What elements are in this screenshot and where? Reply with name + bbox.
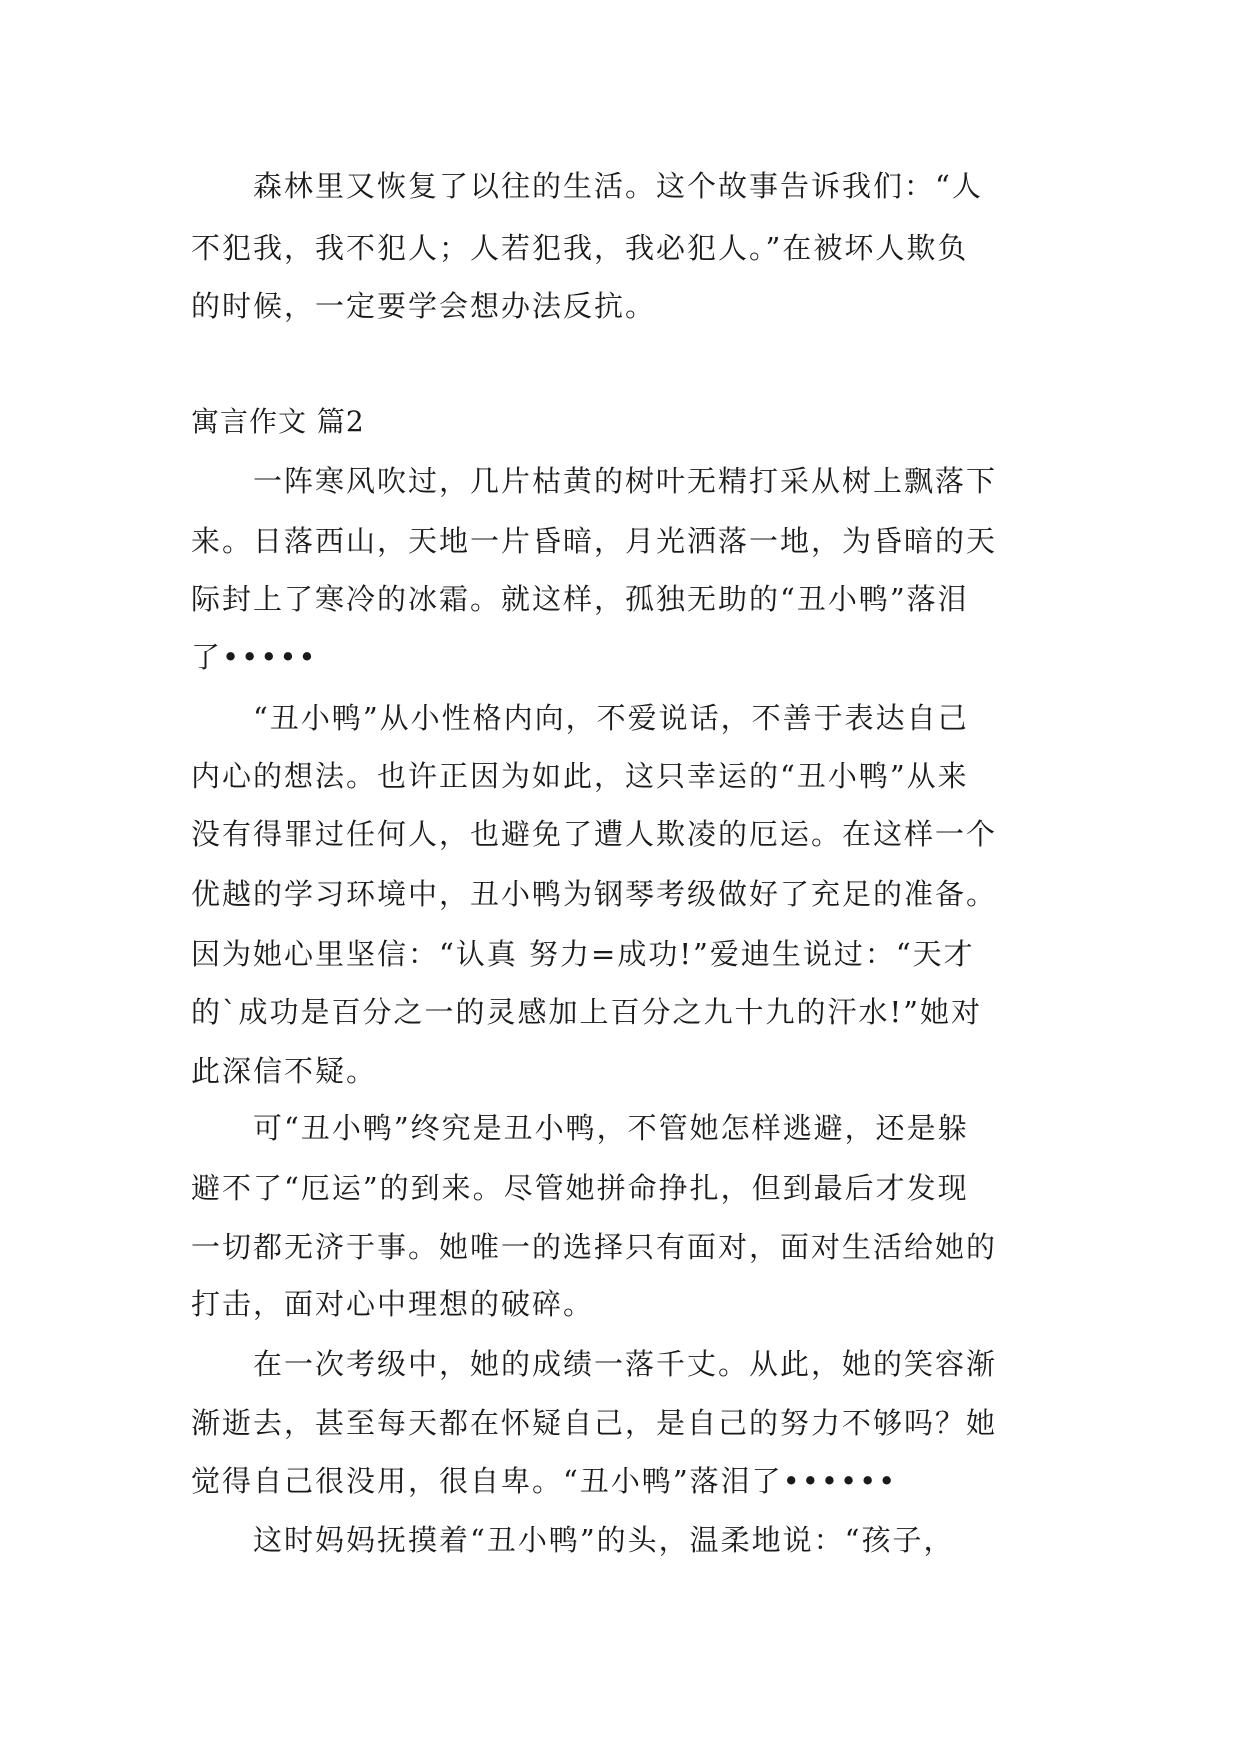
text-line: 际封上了寒冷的冰霜。就这样，孤独无助的“丑小鸭”落泪 — [191, 582, 969, 616]
text-line: 在一次考级中，她的成绩一落千丈。从此，她的笑容渐 — [191, 1347, 998, 1381]
section-heading: 寓言作文 篇2 — [191, 405, 365, 438]
text-line: 内心的想法。也许正因为如此，这只幸运的“丑小鸭”从来 — [191, 759, 969, 793]
text-line: 森林里又恢复了以往的生活。这个故事告诉我们：“人 — [191, 169, 983, 203]
text-line: 没有得罪过任何人，也避免了遭人欺凌的厄运。在这样一个 — [191, 817, 998, 851]
text-line: 觉得自己很没用，很自卑。“丑小鸭”落泪了•••••• — [191, 1464, 898, 1498]
text-line: 打击，面对心中理想的破碎。 — [191, 1287, 595, 1321]
text-line: 此深信不疑。 — [191, 1054, 378, 1088]
text-line: 的时候，一定要学会想办法反抗。 — [191, 289, 657, 323]
text-line: 这时妈妈抚摸着“丑小鸭”的头，温柔地说：“孩子， — [191, 1523, 955, 1557]
text-line: 一阵寒风吹过，几片枯黄的树叶无精打采从树上飘落下 — [191, 464, 998, 498]
text-line: 优越的学习环境中，丑小鸭为钢琴考级做好了充足的准备。 — [191, 877, 998, 911]
text-line: 渐逝去，甚至每天都在怀疑自己，是自己的努力不够吗？她 — [191, 1406, 998, 1440]
text-line: 不犯我，我不犯人；人若犯我，我必犯人。”在被坏人欺负 — [191, 231, 969, 265]
text-line: 了••••• — [191, 640, 318, 674]
text-line: 一切都无济于事。她唯一的选择只有面对，面对生活给她的 — [191, 1230, 998, 1264]
text-line: 因为她心里坚信：“认真 努力=成功!”爱迪生说过：“天才 — [191, 937, 975, 971]
text-line: “丑小鸭”从小性格内向，不爱说话，不善于表达自己 — [191, 701, 969, 735]
text-line: 的`成功是百分之一的灵感加上百分之九十九的汗水!”她对 — [191, 995, 982, 1029]
text-line: 来。日落西山，天地一片昏暗，月光洒落一地，为昏暗的天 — [191, 524, 998, 558]
text-line: 可“丑小鸭”终究是丑小鸭，不管她怎样逃避，还是躲 — [191, 1111, 969, 1145]
text-line: 避不了“厄运”的到来。尽管她拼命挣扎，但到最后才发现 — [191, 1171, 969, 1205]
